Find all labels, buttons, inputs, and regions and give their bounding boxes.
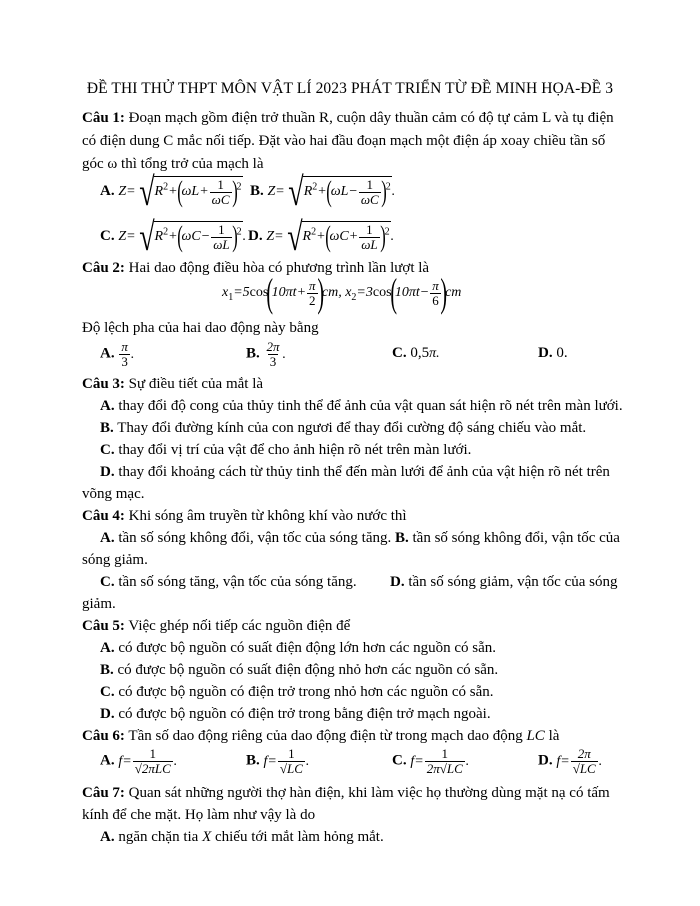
q2-line2: Độ lệch pha của hai dao động này bằng: [82, 320, 319, 336]
q1-line3: góc ω thì tổng trở của mạch là: [82, 156, 264, 172]
q6-option-c: C. f= $\frac{1}{2\pi√LC}$ .: [392, 746, 470, 776]
q2-label: Câu 2:: [82, 260, 125, 276]
q4-option-c: C. tần số sóng tăng, vận tốc của sóng tăng.: [100, 574, 357, 590]
q7-text-1: Quan sát những người thợ hàn điện, khi làm việc họ thường dùng mặt nạ có tấm: [128, 785, 610, 801]
q2-option-d-value: 0.: [556, 345, 568, 361]
q1-option-d-label: D.: [248, 228, 263, 245]
q2-option-a: A. $\frac{\pi}{3}$ .: [100, 339, 135, 369]
q5-option-c: C. có được bộ nguồn có điện trở trong nhỏ hơn các nguồn có sẵn.: [100, 684, 494, 700]
q4-option-d: D. tần số sóng giảm, vận tốc của sóng: [390, 574, 618, 590]
q3-text: Sự điều tiết của mắt là: [128, 376, 264, 392]
q1-line1: [82, 108, 614, 128]
q1-option-d: D. $Z=√R^2+(\omega C+$ $\frac{1}{\omega L}$ )$^2$.: [248, 214, 395, 259]
q6-option-a: A. f= $\frac{1}{\text{√2πLC}}$ .: [100, 746, 178, 776]
q1-option-a-label: A.: [100, 183, 115, 200]
q6-line1: [82, 726, 559, 746]
q5-line1: [82, 616, 350, 636]
q3-option-d-cont: võng mạc.: [82, 486, 145, 502]
q3-option-b: B. Thay đổi đường kính của con ngươi để thay đổi cường độ sáng chiếu vào mắt.: [100, 420, 587, 436]
q2-text: Hai dao động điều hòa có phương trình lần lượt là: [128, 260, 430, 276]
q6-text: Tần số dao động riêng của dao động điện từ trong mạch dao động: [128, 728, 523, 744]
q6-option-d: D. f= $\frac{2\pi}{√LC}$ .: [538, 746, 603, 776]
q4-option-b-cont: sóng giảm.: [82, 552, 148, 568]
q1-line2: có điện dung C mắc nối tiếp. Đặt vào hai đầu đoạn mạch một điện áp xoay chiều tần số: [82, 133, 606, 149]
q2-equations: $x_1=5\cos(10\pi t+$ $\frac{\pi}{2}$ )cm, $x_2=3\cos(10\pi t-$ $\frac{\pi}{6}$ )cm: [222, 270, 462, 315]
q1-option-c-label: C.: [100, 228, 115, 245]
q2-option-c: C. 0,5π.: [392, 345, 440, 361]
q4-label: Câu 4:: [82, 508, 125, 524]
q2-option-d: [538, 345, 568, 362]
q1-option-b-label: B.: [250, 183, 264, 200]
q5-label: Câu 5:: [82, 618, 125, 634]
q6-option-b: B. f= $\frac{1}{√LC}$ .: [246, 746, 310, 776]
q1-option-c: C. $Z=√R^2+(\omega C-$ $\frac{1}{\omega L}$ )$^2$.: [100, 214, 247, 259]
q4-option-ab: A. tần số sóng không đổi, vận tốc của sóng tăng. B. tần số sóng không đổi, vận tốc của: [100, 530, 620, 546]
q2-option-a-label: A.: [100, 345, 115, 362]
q7-line1: [82, 783, 610, 803]
q6-label: Câu 6:: [82, 728, 125, 744]
q6-lc: LC: [526, 728, 545, 744]
q2-option-b: B. $\frac{2\pi}{3}$ .: [246, 339, 287, 369]
q1-label: Câu 1:: [82, 110, 125, 126]
q3-option-c: C. thay đổi vị trí của vật để cho ảnh hiện rõ nét trên màn lưới.: [100, 442, 472, 458]
q3-option-d: D. thay đổi khoảng cách từ thủy tinh thể đến màn lưới để ảnh của vật hiện rõ nét trên: [100, 464, 610, 480]
q3-option-a: A. thay đổi độ cong của thủy tinh thể để ảnh của vật quan sát hiện rõ nét trên màn lưới.: [100, 398, 623, 414]
q7-label: Câu 7:: [82, 785, 125, 801]
q2-option-d-label: D.: [538, 345, 553, 361]
q3-label: Câu 3:: [82, 376, 125, 392]
q2-option-b-label: B.: [246, 345, 260, 362]
q7-option-a: A. ngăn chặn tia X chiếu tới mắt làm hỏng mắt.: [100, 829, 384, 845]
q4-option-d-cont: giảm.: [82, 596, 116, 612]
q2-option-c-label: C.: [392, 345, 407, 361]
q5-option-d: D. có được bộ nguồn có điện trở trong bằng điện trở mạch ngoài.: [100, 706, 491, 722]
q1-option-b: B. $Z=√R^2+(\omega L-$ $\frac{1}{\omega C}$ )$^2$.: [250, 169, 396, 214]
q7-line2: kính để che mặt. Họ làm như vậy là do: [82, 807, 316, 823]
q3-line1: [82, 374, 263, 394]
page-title: ĐỀ THI THỬ THPT MÔN VẬT LÍ 2023 PHÁT TRIỂN TỪ ĐỀ MINH HỌA-ĐỀ 3: [86, 80, 614, 97]
q1-option-a: A. $Z=√R^2+(\omega L+$ $\frac{1}{\omega C}$ )$^2$: [100, 169, 242, 214]
q5-text: Việc ghép nối tiếp các nguồn điện để: [128, 618, 351, 634]
q1-text-1: Đoạn mạch gồm điện trở thuần R, cuộn dây thuần cảm có độ tự cảm L và tụ điện: [128, 110, 614, 126]
q4-text: Khi sóng âm truyền từ không khí vào nước thì: [128, 508, 407, 524]
q5-option-b: B. có được bộ nguồn có suất điện động nhỏ hơn các nguồn có sẵn.: [100, 662, 499, 678]
q4-line1: [82, 506, 407, 526]
q5-option-a: A. có được bộ nguồn có suất điện động lớn hơn các nguồn có sẵn.: [100, 640, 497, 656]
q6-tail: là: [548, 728, 560, 744]
q2-option-c-value: 0,5: [410, 345, 430, 361]
